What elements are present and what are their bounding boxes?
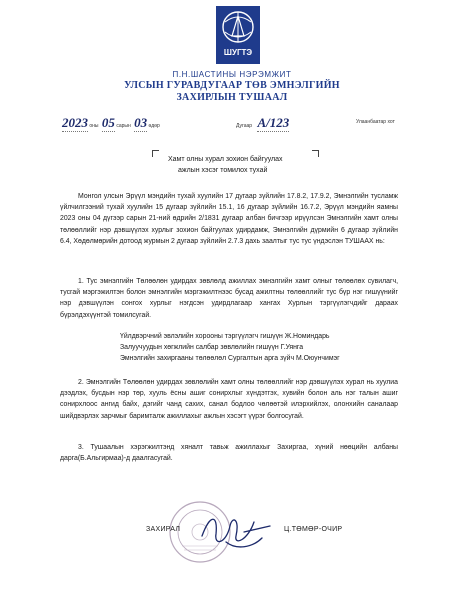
subject-bracket-left — [152, 150, 159, 157]
date-day: 03 — [134, 115, 148, 130]
order-number-row — [236, 115, 289, 131]
date-month: 05 — [101, 115, 115, 130]
faint-bleed-right — [342, 552, 382, 568]
item-3: 3. Тушаалын хэрэгжилтэнд хяналт тавьж ажиллахыг Захиргаа, хүний нөөцийн албаны дарга(Б.Альгирмаа)-д даалгасугай. — [60, 444, 398, 463]
signature-name: Ц.ТӨМӨР-ОЧИР — [284, 526, 343, 533]
preamble: Монгол улсын Эрүүл мэндийн тухай хуулийн 17 дугаар зүйлийн 17.8.2, 17.9.2, Эмнэлгийн тусламж үйлчилгээний тухай хуулийн 15 дугаар зүйлийн 15.1, 16 дугаар зүйлийн 16.7.2, Эрүүл мэндийн яамны 2023 оны 04 дүгээр сарын 21-ний өдрийн 2/1831 дугаар албан бичгээр ирүүлсэн Эмнэлгийн хамт олны төлөөллийг нэр дэвшүүлэх хурлыг зохион байгуулах удирдамж, Эмнэлгийн дүрмийн 6 дугаар зүйлийн 6.4, Хөдөлмөрийн дотоод журмын 2 дугаар зүйлийн 2.7.3 дахь заалтыг тус тус үндэслэн ТУШААХ нь: — [60, 193, 398, 245]
item-2: 2. Эмнэлгийн Төлөөлөн удирдах зөвлөлийн хамт олны төлөөллийг нэр дэвшүүлэх хурал нь хуулиа дээдлэх, бусдын нэр төр, хууль ёсны ашиг сонирхлыг хүндэтгэх, хувийн болон аль нэг талын ашиг сонирхлоос ангид байх, дэгийг чанд сахих, санал бодлоо чөлөөтэй илэрхийлэх, олонхийн саналаар шийдвэрлэх зарчмыг баримталж ажиллахыг ажлын хэсэгт үүрэг болгосугай. — [60, 379, 398, 420]
member-2: Залуучуудын хөгжлийн салбар зөвлөлийн гишүүн Г.Уянга — [120, 344, 304, 351]
place: Улаанбаатар хот — [356, 119, 395, 125]
member-1: Үйлдвэрчний эвлэлийн хорооны тэргүүлэгч гишүүн Ж.Номиндарь — [120, 333, 330, 340]
subject-line2: ажлын хэсэг томилох тухай — [178, 167, 268, 174]
date-month-suffix: сарын — [116, 123, 131, 129]
order-number-label: Дугаар — [236, 123, 253, 129]
org-title-line1: УЛСЫН ГУРАВДУГААР ТӨВ ЭМНЭЛГИЙН — [124, 80, 340, 91]
signature-title: ЗАХИРАЛ — [146, 526, 181, 533]
org-name: П.Н.ШАСТИНЫ НЭРЭМЖИТ — [172, 70, 292, 79]
hospital-logo — [214, 4, 262, 66]
date-year-suffix: оны — [89, 123, 99, 129]
order-number: А/123 — [257, 115, 290, 130]
date-year: 2023 — [62, 115, 88, 130]
date-day-suffix: өдөр — [148, 123, 160, 129]
subject — [168, 154, 368, 176]
faint-bleed-left — [64, 552, 104, 568]
logo-text: ШУГТЭ — [223, 48, 253, 57]
subject-line1: Хамт олны хурал зохион байгуулах — [168, 156, 283, 163]
org-title-line2: ЗАХИРЛЫН ТУШААЛ — [176, 92, 288, 103]
item-1: 1. Тус эмнэлгийн Төлөөлөн удирдах зөвлөлд ажиллах эмнэлгийн хамт олныг төлөөлөх сувилагч, тусгай мэргэжилтэн болон эмнэлгийн мэргэжилтнээс бусад ажилтны төлөөллийг тус бүр нэг гишүүнийг нэр дэвшүүлэн сонгох хурлыг нэгдсэн удирдлагаар хангах Хурлын тэргүүлэгчдийг дараах бүрэлдэхүүнтэй томилсугай. — [60, 278, 398, 319]
member-3: Эмнэлгийн захиргааны төлөөлөл Сургалтын арга зүйч М.Оюунчимэг — [120, 355, 340, 362]
date-row — [62, 115, 160, 131]
handwritten-signature — [196, 506, 276, 552]
